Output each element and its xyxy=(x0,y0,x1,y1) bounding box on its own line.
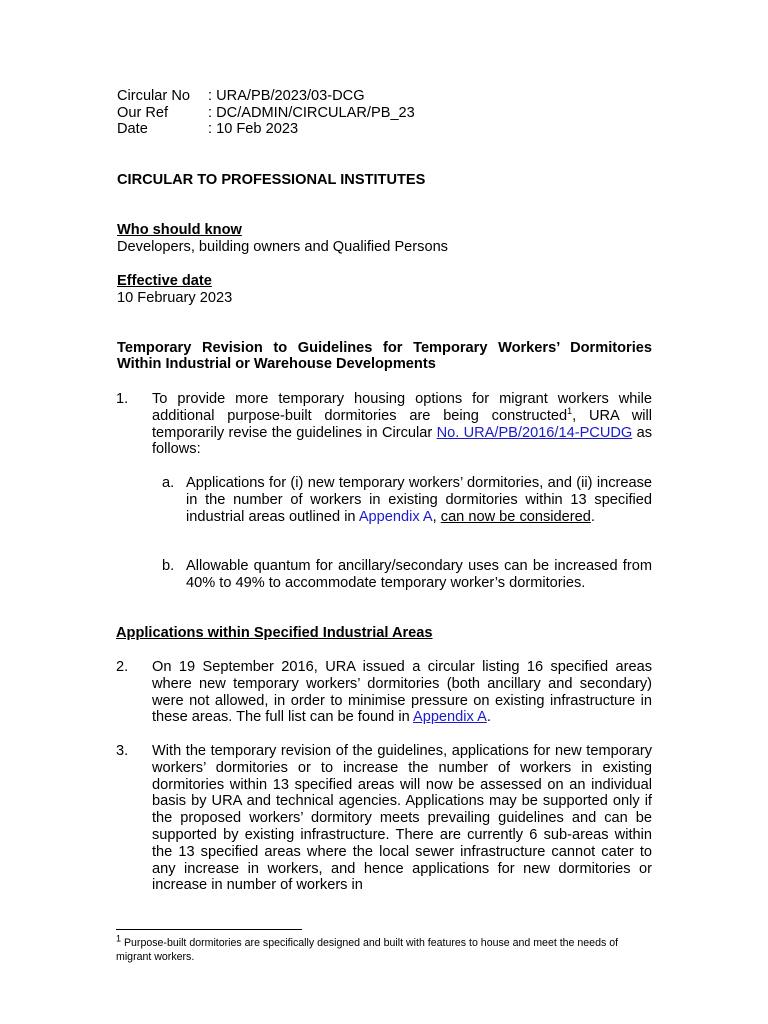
paragraph-1-number: 1. xyxy=(116,391,129,407)
footnote-ref-1: 1 xyxy=(567,405,573,416)
subitem-a-text-b: , xyxy=(432,508,441,525)
footnote xyxy=(116,933,656,964)
who-should-know-title: Who should know xyxy=(117,222,242,238)
footnote-text: Purpose-built dormitories are specifically designed and built with features to house and meet the needs of migrant workers. xyxy=(116,937,619,963)
subitem-b-text: Allowable quantum for ancillary/secondary uses can be increased from 40% to 49% to accommodate temporary worker’s dormitories. xyxy=(186,558,652,591)
subitem-a-letter: a. xyxy=(162,475,175,491)
who-should-know-text: Developers, building owners and Qualified Persons xyxy=(117,239,448,255)
our-ref-value: : DC/ADMIN/CIRCULAR/PB_23 xyxy=(208,105,415,121)
subitem-b-letter: b. xyxy=(162,558,175,574)
paragraph-1 xyxy=(152,391,652,458)
effective-date-text: 10 February 2023 xyxy=(117,290,233,306)
subject-line-1: Temporary Revision to Guidelines for Temporary Workers’ Dormitories xyxy=(117,340,652,356)
paragraph-3-number: 3. xyxy=(116,743,129,759)
circular-link[interactable]: No. URA/PB/2016/14-PCUDG xyxy=(436,424,633,441)
paragraph-2-text-b: . xyxy=(486,709,491,726)
circular-number-value: : URA/PB/2023/03-DCG xyxy=(208,88,365,104)
appendix-a-link-1[interactable]: Appendix A xyxy=(358,508,433,525)
circular-number-label: Circular No xyxy=(117,88,190,104)
paragraph-1-text-a: To provide more temporary housing options for migrant workers while additional purpose-built dormitories are being constructed xyxy=(152,391,652,424)
paragraph-1-text-b: , URA will temporarily revise the guidelines in Circular xyxy=(152,407,653,441)
appendix-a-link-2[interactable]: Appendix A xyxy=(412,709,487,726)
section-specified-areas-title: Applications within Specified Industrial Areas xyxy=(116,625,433,641)
subitem-a-text-c: . xyxy=(590,508,595,525)
footnote-divider xyxy=(116,929,302,930)
subitem-a xyxy=(186,475,652,525)
paragraph-2-text-a: On 19 September 2016, URA issued a circular listing 16 specified areas where new temporary workers’ dormitories (both ancillary and secondary) were not allowed, in order to minimise pressure on existing infrastructure in these areas. The full list can be found in xyxy=(152,659,652,726)
document-heading: CIRCULAR TO PROFESSIONAL INSTITUTES xyxy=(117,172,426,188)
subitem-a-text-a: Applications for (i) new temporary workers’ dormitories, and (ii) increase in the number of workers in existing dormitories within 13 specified industrial areas outlined in xyxy=(186,475,652,525)
paragraph-1-text-c: as follows: xyxy=(152,424,652,458)
subitem-a-underlined: can now be considered xyxy=(440,508,591,525)
paragraph-3-text: With the temporary revision of the guidelines, applications for new temporary workers’ dormitories or to increase the number of workers in existing dormitories within 13 specified areas will now be assessed on an individual basis by URA and technical agencies. Applications may be supported only if the proposed workers’ dormitory meets prevailing guidelines and can be supported by existing infrastructure. There are currently 6 sub-areas within the 13 specified areas where the local sewer infrastructure cannot cater to any increase in workers, and hence applications for new dormitories or increase in number of workers in xyxy=(152,743,652,894)
our-ref-label: Our Ref xyxy=(117,105,169,121)
effective-date-title: Effective date xyxy=(117,273,212,289)
paragraph-2-number: 2. xyxy=(116,659,129,675)
date-label: Date xyxy=(117,121,148,137)
paragraph-2 xyxy=(152,659,652,726)
footnote-marker: 1 xyxy=(116,933,122,944)
date-value: : 10 Feb 2023 xyxy=(208,121,299,137)
subject-line-2: Within Industrial or Warehouse Developments xyxy=(117,356,436,372)
